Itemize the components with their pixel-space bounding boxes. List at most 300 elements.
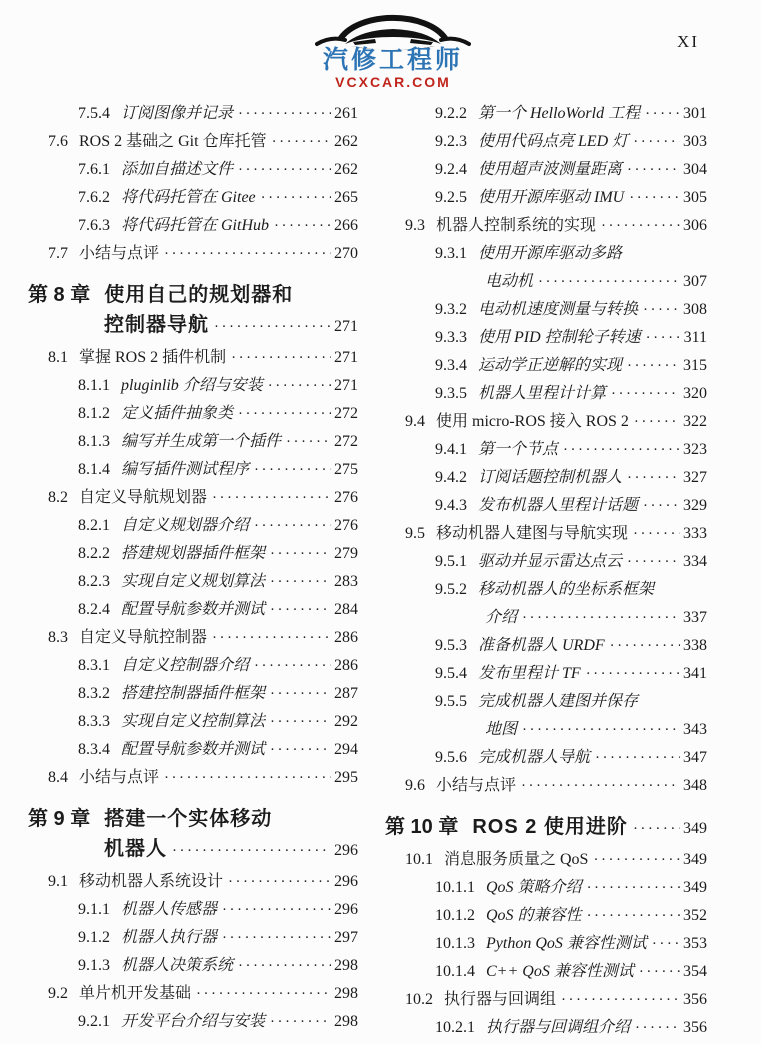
dot-leader — [261, 184, 331, 212]
toc-entry-number: 7.6.2 — [78, 189, 110, 206]
toc-entry-number: 10.1.4 — [435, 963, 475, 980]
toc-entry-continuation — [385, 268, 707, 296]
toc-entry — [385, 296, 707, 324]
dot-leader — [627, 352, 680, 380]
toc-entry-title: 小结与点评 — [79, 245, 160, 262]
toc-entry-title: 使用超声波测量距离 — [478, 161, 623, 178]
toc-entry-title: 掌握 ROS 2 插件机制 — [79, 349, 227, 366]
toc-entry-number: 8.2.3 — [78, 573, 110, 590]
toc-entry — [385, 846, 707, 874]
toc-entry-number: 8.3.3 — [78, 713, 110, 730]
dot-leader — [586, 660, 680, 688]
toc-entry-title: 执行器与回调组 — [444, 991, 557, 1008]
toc-column-left — [28, 100, 358, 1042]
toc-entry-title: 编写并生成第一个插件 — [121, 433, 282, 450]
dot-leader — [270, 1008, 331, 1036]
toc-entry-title: 自定义导航规划器 — [79, 489, 208, 506]
toc-entry-page: 294 — [334, 741, 358, 758]
toc-entry-title: 机器人控制系统的实现 — [436, 217, 597, 234]
toc-entry-page: 333 — [683, 525, 707, 542]
dot-leader — [522, 604, 680, 632]
toc-entry — [28, 1008, 358, 1036]
toc-entry — [28, 100, 358, 128]
logo-title: 汽修工程师 — [322, 46, 463, 74]
toc-entry — [385, 128, 707, 156]
toc-entry-number: 9.5 — [405, 525, 425, 542]
dot-leader — [587, 874, 680, 902]
dot-leader — [561, 986, 680, 1014]
toc-entry — [385, 212, 707, 240]
dot-leader — [231, 344, 331, 372]
dot-leader — [238, 100, 331, 128]
toc-entry-page: 286 — [334, 657, 358, 674]
toc-entry-number: 9.2.3 — [435, 133, 467, 150]
toc-entry-page: 349 — [683, 879, 707, 896]
toc-entry-number: 9.3.2 — [435, 301, 467, 318]
toc-entry — [385, 660, 707, 688]
toc-entry — [28, 868, 358, 896]
toc-entry-page: 338 — [683, 637, 707, 654]
toc-entry-number: 9.4.1 — [435, 441, 467, 458]
toc-entry-number: 8.3.4 — [78, 741, 110, 758]
toc-entry-title: 小结与点评 — [436, 777, 517, 794]
toc-entry-page: 356 — [683, 1019, 707, 1036]
toc-entry-page: 276 — [334, 517, 358, 534]
chapter-heading-block — [28, 280, 358, 340]
toc-entry-page: 343 — [683, 721, 707, 738]
dot-leader — [521, 772, 680, 800]
toc-entry — [385, 184, 707, 212]
toc-entry-page: 341 — [683, 665, 707, 682]
dot-leader — [538, 268, 680, 296]
toc-entry-page: 315 — [683, 357, 707, 374]
toc-entry-number: 8.3 — [48, 629, 68, 646]
dot-leader — [254, 512, 331, 540]
dot-leader — [238, 156, 331, 184]
toc-entry — [385, 632, 707, 660]
toc-entry-number: 8.2 — [48, 489, 68, 506]
toc-entry — [385, 744, 707, 772]
toc-entry-number: 7.6.3 — [78, 217, 110, 234]
car-logo-icon — [315, 2, 471, 52]
toc-entry — [28, 428, 358, 456]
dot-leader — [270, 540, 331, 568]
toc-entry-page: 349 — [683, 820, 707, 837]
toc-entry-title: 编写插件测试程序 — [121, 461, 250, 478]
toc-entry-page: 301 — [683, 105, 707, 122]
toc-entry-number: 9.2 — [48, 985, 68, 1002]
toc-entry-continuation — [28, 834, 358, 864]
toc-entry-title: 使用代码点亮 LED 灯 — [478, 133, 629, 150]
toc-entry-number: 10.2.1 — [435, 1019, 475, 1036]
toc-entry-page: 298 — [334, 957, 358, 974]
toc-entry-title: 自定义规划器介绍 — [121, 517, 250, 534]
toc-entry-number: 9.5.3 — [435, 637, 467, 654]
toc-entry-page: 298 — [334, 985, 358, 1002]
toc-entry-page: 279 — [334, 545, 358, 562]
toc-entry-number: 8.1 — [48, 349, 68, 366]
toc-entry-title: 使用 micro-ROS 接入 ROS 2 — [436, 413, 629, 430]
toc-entry-title: C++ QoS 兼容性测试 — [486, 963, 634, 980]
toc-entry-page: 349 — [683, 851, 707, 868]
toc-entry-title: pluginlib 介绍与安装 — [121, 377, 263, 394]
dot-leader — [238, 400, 331, 428]
dot-leader — [274, 212, 331, 240]
toc-entry-page: 323 — [683, 441, 707, 458]
dot-leader — [646, 324, 681, 352]
toc-entry-title: 开发平台介绍与安装 — [121, 1013, 266, 1030]
dot-leader — [228, 868, 331, 896]
toc-entry-title: 订阅话题控制机器人 — [478, 469, 623, 486]
toc-entry-title: 单片机开发基础 — [79, 985, 192, 1002]
toc-entry-title: 自定义导航控制器 — [79, 629, 208, 646]
toc-entry — [385, 520, 707, 548]
toc-entry-title: 实现自定义规划算法 — [121, 573, 266, 590]
dot-leader — [270, 568, 331, 596]
toc-entry — [28, 344, 358, 372]
toc-entry — [385, 352, 707, 380]
toc-entry-number: 9.2.5 — [435, 189, 467, 206]
dot-leader — [238, 952, 331, 980]
dot-leader — [286, 428, 331, 456]
toc-entry-page: 307 — [683, 273, 707, 290]
toc-entry — [28, 456, 358, 484]
toc-entry — [28, 280, 358, 310]
toc-entry-page: 320 — [683, 385, 707, 402]
dot-leader — [610, 632, 680, 660]
toc-entry — [28, 804, 358, 834]
toc-entry — [385, 464, 707, 492]
toc-entry-title: 实现自定义控制算法 — [121, 713, 266, 730]
toc-entry-page: 265 — [334, 189, 358, 206]
toc-entry-page: 276 — [334, 489, 358, 506]
dot-leader — [212, 624, 331, 652]
logo-subtitle: VCXCAR.COM — [335, 74, 451, 90]
dot-leader — [639, 958, 680, 986]
toc-entry-title-cont: 介绍 — [485, 609, 518, 626]
toc-column-right — [385, 100, 707, 1042]
dot-leader — [270, 708, 331, 736]
toc-entry-number: 8.3.2 — [78, 685, 110, 702]
toc-entry-title: 订阅图像并记录 — [121, 105, 234, 122]
dot-leader — [611, 380, 680, 408]
toc-entry-title: 机器人执行器 — [121, 929, 218, 946]
toc-entry-page: 334 — [683, 553, 707, 570]
toc-entry-page: 272 — [334, 405, 358, 422]
toc-entry-title: 机器人传感器 — [121, 901, 218, 918]
toc-entry — [385, 548, 707, 576]
toc-entry — [28, 736, 358, 764]
toc-entry-title: 将代码托管在 Gitee — [121, 189, 256, 206]
toc-entry-page: 261 — [334, 105, 358, 122]
toc-entry — [28, 924, 358, 952]
toc-entry-page: 297 — [334, 929, 358, 946]
toc-entry — [385, 902, 707, 930]
toc-entry-number: 7.6 — [48, 133, 68, 150]
toc-entry-title: 驱动并显示雷达点云 — [478, 553, 623, 570]
toc-entry-title: 配置导航参数并测试 — [121, 741, 266, 758]
toc-entry-number: 9.4.2 — [435, 469, 467, 486]
toc-entry — [385, 380, 707, 408]
toc-entry-page: 287 — [334, 685, 358, 702]
toc-entry-page: 296 — [334, 901, 358, 918]
dot-leader — [268, 372, 331, 400]
dot-leader — [587, 902, 680, 930]
dot-leader — [627, 156, 680, 184]
toc-entry — [385, 408, 707, 436]
toc-entry-number: 9.3.3 — [435, 329, 467, 346]
toc-entry-number: 9.5.1 — [435, 553, 467, 570]
toc-entry — [28, 952, 358, 980]
dot-leader — [633, 520, 680, 548]
dot-leader — [172, 834, 331, 866]
toc-entry-page: 354 — [683, 963, 707, 980]
dot-leader — [270, 736, 331, 764]
watermark-logo — [303, 2, 483, 89]
chapter-heading-block — [28, 804, 358, 864]
toc-entry-title: 使用开源库驱动 IMU — [478, 189, 625, 206]
toc-entry — [28, 484, 358, 512]
toc-entry-page: 352 — [683, 907, 707, 924]
toc-entry-number: 7.7 — [48, 245, 68, 262]
toc-entry-title: 配置导航参数并测试 — [121, 601, 266, 618]
toc-entry-number: 9.4 — [405, 413, 425, 430]
toc-entry-number: 9.3 — [405, 217, 425, 234]
toc-entry — [385, 812, 707, 842]
dot-leader — [164, 240, 331, 268]
dot-leader — [254, 456, 331, 484]
toc-entry-page: 283 — [334, 573, 358, 590]
dot-leader — [593, 846, 680, 874]
toc-entry-number: 8.1.1 — [78, 377, 110, 394]
toc-entry-number: 9.1.1 — [78, 901, 110, 918]
toc-entry — [385, 688, 707, 716]
toc-entry — [28, 624, 358, 652]
toc-entry-title: 完成机器人建图并保存 — [478, 693, 639, 710]
toc-entry-number: 8.1.2 — [78, 405, 110, 422]
toc-entry-page: 296 — [334, 842, 358, 859]
toc-entry — [385, 492, 707, 520]
chapter-heading-block — [385, 812, 707, 842]
toc-entry-title: 发布机器人里程计话题 — [478, 497, 639, 514]
toc-entry-title: 第一个节点 — [478, 441, 559, 458]
dot-leader — [633, 128, 680, 156]
toc-entry — [385, 324, 707, 352]
toc-entry-title: 移动机器人系统设计 — [79, 873, 224, 890]
dot-leader — [635, 1014, 680, 1042]
dot-leader — [645, 100, 680, 128]
toc-entry-number: 9.1 — [48, 873, 68, 890]
toc-entry — [28, 680, 358, 708]
toc-entry-page: 353 — [683, 935, 707, 952]
toc-entry-number: 10.1 — [405, 851, 433, 868]
toc-entry-page: 322 — [683, 413, 707, 430]
page-header — [0, 0, 761, 100]
toc-entry-title: 移动机器人建图与导航实现 — [436, 525, 629, 542]
toc-entry-number: 9.2.2 — [435, 105, 467, 122]
toc-entry-title: ROS 2 使用进阶 — [472, 816, 628, 838]
toc-entry-page: 286 — [334, 629, 358, 646]
toc-entry-number: 9.5.4 — [435, 665, 467, 682]
dot-leader — [270, 596, 331, 624]
toc-entry-title: Python QoS 兼容性测试 — [486, 935, 647, 952]
dot-leader — [212, 484, 331, 512]
toc-entry — [28, 896, 358, 924]
toc-entry — [28, 764, 358, 792]
toc-entry-title: 发布里程计 TF — [478, 665, 581, 682]
toc-entry-page: 266 — [334, 217, 358, 234]
dot-leader — [643, 492, 680, 520]
toc-entry-title: 第一个 HelloWorld 工程 — [478, 105, 641, 122]
toc-entry — [28, 128, 358, 156]
toc-entry — [28, 156, 358, 184]
toc-entry-page: 262 — [334, 133, 358, 150]
toc-entry-title: 运动学正逆解的实现 — [478, 357, 623, 374]
toc-entry-number: 9.1.3 — [78, 957, 110, 974]
dot-leader — [627, 548, 680, 576]
toc-entry-title: 移动机器人的坐标系框架 — [478, 581, 655, 598]
toc-entry-title: 搭建规划器插件框架 — [121, 545, 266, 562]
toc-entry-page: 271 — [334, 349, 358, 366]
toc-entry-title: 执行器与回调组介绍 — [486, 1019, 631, 1036]
toc-entry — [385, 240, 707, 268]
toc-entry-page: 272 — [334, 433, 358, 450]
toc-entry-number: 10.1.2 — [435, 907, 475, 924]
toc-entry-number: 第 10 章 — [385, 816, 459, 838]
toc-entry-title: 使用 PID 控制轮子转速 — [478, 329, 641, 346]
toc-entry-page: 308 — [683, 301, 707, 318]
toc-entry-page: 270 — [334, 245, 358, 262]
toc-entry-title: 使用开源库驱动多路 — [478, 245, 623, 262]
toc-entry — [385, 100, 707, 128]
toc-entry-number: 9.3.5 — [435, 385, 467, 402]
toc-entry-number: 9.1.2 — [78, 929, 110, 946]
toc-entry-continuation — [28, 310, 358, 340]
dot-leader — [634, 408, 680, 436]
toc-entry — [28, 980, 358, 1008]
dot-leader — [196, 980, 331, 1008]
toc-entry-title: ROS 2 基础之 Git 仓库托管 — [79, 133, 267, 150]
toc-entry-title: 搭建一个实体移动 — [104, 808, 273, 830]
toc-entry — [385, 436, 707, 464]
toc-entry-title: 使用自己的规划器和 — [104, 284, 294, 306]
toc-entry-number: 8.1.3 — [78, 433, 110, 450]
toc-columns — [0, 100, 761, 1042]
toc-entry-number: 9.3.4 — [435, 357, 467, 374]
toc-entry-number: 8.2.4 — [78, 601, 110, 618]
toc-entry-title: 完成机器人导航 — [478, 749, 591, 766]
toc-entry — [385, 1014, 707, 1042]
toc-entry-page: 356 — [683, 991, 707, 1008]
toc-entry — [385, 874, 707, 902]
toc-entry-number: 第 9 章 — [28, 808, 91, 830]
dot-leader — [652, 930, 680, 958]
toc-entry — [28, 240, 358, 268]
toc-entry-number: 9.3.1 — [435, 245, 467, 262]
toc-entry — [28, 708, 358, 736]
toc-entry-number: 8.2.1 — [78, 517, 110, 534]
toc-entry-title: QoS 策略介绍 — [486, 879, 582, 896]
toc-entry-title: QoS 的兼容性 — [486, 907, 582, 924]
toc-entry-page: 348 — [683, 777, 707, 794]
toc-entry — [385, 576, 707, 604]
toc-entry-page: 304 — [683, 161, 707, 178]
toc-entry-page: 337 — [683, 609, 707, 626]
toc-entry-title: 电动机速度测量与转换 — [478, 301, 639, 318]
dot-leader — [254, 652, 331, 680]
toc-entry — [28, 596, 358, 624]
toc-entry-page: 295 — [334, 769, 358, 786]
toc-entry-title-cont: 地图 — [485, 721, 518, 738]
toc-entry-page: 296 — [334, 873, 358, 890]
toc-entry — [385, 772, 707, 800]
toc-entry-number: 7.5.4 — [78, 105, 110, 122]
toc-entry-title: 添加自描述文件 — [121, 161, 234, 178]
toc-entry-title: 定义插件抽象类 — [121, 405, 234, 422]
toc-entry — [28, 652, 358, 680]
dot-leader — [643, 296, 680, 324]
dot-leader — [272, 128, 331, 156]
toc-entry-page: 305 — [683, 189, 707, 206]
dot-leader — [222, 896, 331, 924]
dot-leader — [214, 310, 331, 342]
toc-entry-page: 329 — [683, 497, 707, 514]
toc-entry-page: 292 — [334, 713, 358, 730]
toc-entry-number: 9.6 — [405, 777, 425, 794]
toc-entry — [28, 212, 358, 240]
toc-entry-page: 306 — [683, 217, 707, 234]
toc-entry-number: 9.5.5 — [435, 693, 467, 710]
dot-leader — [222, 924, 331, 952]
toc-entry-number: 8.2.2 — [78, 545, 110, 562]
dot-leader — [270, 680, 331, 708]
toc-entry-number: 7.6.1 — [78, 161, 110, 178]
dot-leader — [627, 464, 680, 492]
toc-entry-title-cont: 电动机 — [485, 273, 534, 290]
toc-entry-number: 9.5.2 — [435, 581, 467, 598]
toc-entry-number: 9.5.6 — [435, 749, 467, 766]
dot-leader — [595, 744, 680, 772]
toc-entry-title: 搭建控制器插件框架 — [121, 685, 266, 702]
toc-entry-page: 271 — [334, 377, 358, 394]
toc-entry-number: 8.4 — [48, 769, 68, 786]
toc-entry — [385, 156, 707, 184]
toc-entry-title-cont: 机器人 — [104, 838, 167, 860]
toc-entry-title: 机器人里程计计算 — [478, 385, 607, 402]
toc-entry-number: 9.2.1 — [78, 1013, 110, 1030]
toc-entry-title: 机器人决策系统 — [121, 957, 234, 974]
toc-entry — [28, 184, 358, 212]
toc-entry-number: 9.2.4 — [435, 161, 467, 178]
toc-entry-page: 275 — [334, 461, 358, 478]
toc-entry-page: 303 — [683, 133, 707, 150]
toc-entry-number: 8.3.1 — [78, 657, 110, 674]
toc-entry — [385, 930, 707, 958]
dot-leader — [601, 212, 680, 240]
toc-entry — [28, 568, 358, 596]
toc-entry-number: 10.2 — [405, 991, 433, 1008]
toc-entry — [28, 372, 358, 400]
toc-entry-number: 10.1.1 — [435, 879, 475, 896]
dot-leader — [633, 812, 680, 844]
toc-entry-number: 第 8 章 — [28, 284, 91, 306]
dot-leader — [629, 184, 680, 212]
toc-entry-page: 298 — [334, 1013, 358, 1030]
toc-entry-title: 自定义控制器介绍 — [121, 657, 250, 674]
page-number: XI — [677, 32, 699, 51]
toc-entry-continuation — [385, 716, 707, 744]
dot-leader — [563, 436, 680, 464]
